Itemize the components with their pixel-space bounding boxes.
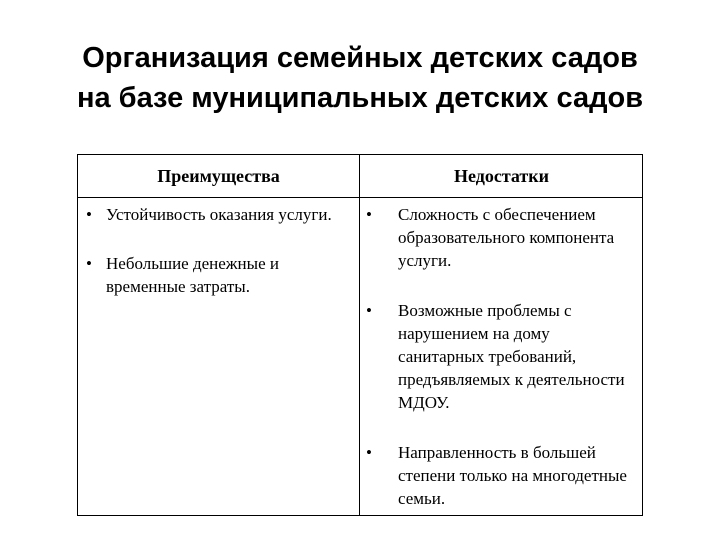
advantage-text: Небольшие денежные и временные затраты. [106, 254, 279, 296]
bullet-icon: • [86, 254, 92, 273]
disadvantages-list [366, 203, 638, 510]
comparison-table [77, 154, 643, 516]
advantage-text: Устойчивость оказания услуги. [106, 205, 332, 224]
disadvantages-header: Недостатки [453, 166, 550, 186]
header-divider [78, 197, 642, 198]
bullet-icon: • [366, 301, 372, 320]
slide-title [0, 38, 720, 118]
slide-title-line-1: Организация семейных детских садов [82, 42, 638, 74]
disadvantage-item [366, 441, 638, 510]
column-divider [359, 155, 360, 515]
bullet-icon: • [366, 205, 372, 224]
bullet-icon: • [366, 443, 372, 462]
advantages-header: Преимущества [157, 166, 280, 186]
advantages-list [84, 203, 354, 298]
advantage-item [84, 203, 354, 226]
disadvantage-item [366, 203, 638, 272]
disadvantage-text: Сложность с обеспечением образовательного компонента услуги. [398, 205, 615, 270]
disadvantage-text: Возможные проблемы с нарушением на дому санитарных требований, предъявляемых к деятельности МДОУ. [398, 301, 625, 412]
slide-title-line-2: на базе муниципальных детских садов [76, 82, 644, 114]
disadvantage-item [366, 299, 638, 414]
bullet-icon: • [86, 205, 92, 224]
disadvantage-text: Направленность в большей степени только на многодетные семьи. [398, 443, 627, 508]
advantage-item [84, 252, 354, 298]
